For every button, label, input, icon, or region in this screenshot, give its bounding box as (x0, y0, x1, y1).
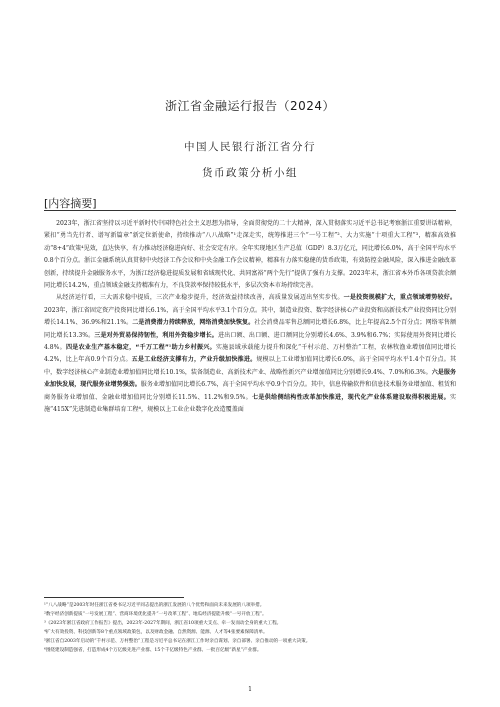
summary-body (44, 218, 456, 590)
para2-segment: 实施县域承载能力提升和深化“千村示范、万村整治”工程，农林牧渔业增加值同比增长4.2%，比上年高0.9个百分点。 (44, 344, 456, 364)
report-title: 浙江省金融运行报告（2024） (164, 99, 336, 113)
footnote-item: ²数字经济创新提质“一号发展工程”、营商环境优化提升“一号改革工程”、地瓜经济提能升级“一号开放工程”。 (44, 612, 267, 618)
para1-segment: ⁴ (81, 244, 84, 252)
para2-segment: 六是服务业加快发展，现代服务业增势强劲。 (44, 368, 456, 389)
para2-segment: ，规模以上工业企业数字化改造覆盖面 (141, 406, 244, 414)
footnote-item: ¹“八八战略”是2003年时任浙江省委书记习近平同志提出的浙江发展的八个优势和面向未来发展的八项举措。 (44, 603, 265, 608)
footnote-item: ⁴扩大有效投资、科技创新等8个重点领域政策包，以及财政金融、自然资源、能源、人才等4张要素保障清单。 (44, 630, 268, 636)
para2-segment: 社会消费品零售总额同比增长6.8%，比上年提高2.5个百分点；网络零售额同比增长13.3%。 (44, 319, 456, 339)
para2-segment: 进出口额、出口额、进口额同比分别增长4.6%、3.9%和6.7%；实际使用外资同比增长4.8%。 (44, 331, 456, 352)
para2-segment: ⁵ (168, 344, 172, 352)
footnote-divider (44, 597, 184, 598)
para2-segment: 实施“415X”先进制造业集群培育工程 (44, 393, 456, 414)
para2-segment: 七是供给侧结构性改革加快推进，现代化产业体系建设取得积极进展。 (252, 393, 450, 401)
para1-segment: ¹ (233, 232, 237, 240)
summary-paragraph-2 (44, 292, 456, 416)
para2-segment: 助力乡村振兴。 (171, 344, 216, 352)
para2-segment: 三是对外贸易保持韧性，利用外资稳步增长。 (94, 331, 218, 339)
para2-segment: 五是工业经济支撑有力，产业升级加快推进。 (131, 356, 257, 364)
para1-segment: 2023年，浙江省坚持以习近平新时代中国特色社会主义思想为指导，全面贯彻党的二十大精神，深入贯彻落实习近平总书记考察浙江重要讲话精神，紧扣“勇当先行者、谱写新篇章”新定位新使命，持续推动“八八战略” (44, 220, 456, 240)
footnotes (44, 601, 456, 656)
section-divider (44, 210, 456, 211)
para2-segment: 一是投资规模扩大，重点领域增势较好。 (343, 294, 456, 302)
section-heading: [内容摘要] (44, 197, 97, 210)
para2-segment: 规模以上工业增加值同比增长6.0%，高于全国平均水平1.4个百分点。其中，数字经济核心产业制造业增加值同比增长10.1%，装备制造业、高新技术产业、战略性新兴产业增加值同比分别增长9.4%、7.0%和6.3%。 (44, 356, 456, 376)
page-number: 1 (248, 686, 252, 693)
footnote-item: ⁶围绕建设制造强省，打造形成4个万亿级先进产业群、15个千亿级特色产业群、一批百亿级“新星”产业群。 (44, 648, 262, 654)
footnote-item: ³《2023年浙江省政府工作报告》提出，2023年-2027年期间，浙江省10项重大支点、牵一发而动全身的重大工程。 (44, 621, 282, 627)
para2-segment: 二是消费潜力持续释放，网络消费加快恢复。 (132, 319, 255, 327)
para1-segment: 、大力实施“十项重大工程” (339, 232, 416, 240)
para2-segment: ⁶ (138, 406, 142, 414)
para2-segment: 四是农业生产基本稳定，“千万工程” (65, 344, 169, 352)
author-group: 货币政策分析小组 (202, 167, 298, 179)
para1-segment: 走深走实，统筹推进三个“一号工程” (236, 232, 338, 240)
summary-paragraph-1 (44, 218, 456, 292)
para1-segment: 见效，直达快享，有力推动经济稳进向好、社会安定有序。全年实现地区生产总值（GDP）8.3万亿元，同比增长6.0%，高于全国平均水平0.8个百分点。浙江金融系统认真贯彻中央经济工作会议和中央金融工作会议精神，精准有力落实稳健的货币政策，有效防控金融风险，深入推进金融改革创新，持续提升金融服务水平，为浙江经济稳进提质发展和省域现代化、共同富裕“两个先行”提供了强有力支撑。2023年末，浙江省本外币各项贷款余额同比增长14.2%，重点领域金融支持精准有力，不良贷款率保持较低水平，多层次资本市场持续完善。 (44, 244, 456, 290)
para2-segment: 从经济运行看，三大需求稳中提质，三次产业稳步提升，经济效益持续改善，高质量发展迈出坚实步伐。 (56, 294, 344, 302)
para1-segment: ³ (415, 232, 419, 240)
para1-segment: ，精准高效推动“8+4”政策 (44, 232, 456, 252)
footnote-item: ⁵浙江省自2003年启动的“千村示范、万村整治”工程是习近平总书记在浙江工作时亲自谋划、亲自部署、亲自推动的一项重大决策。 (44, 639, 311, 645)
author-organization: 中国人民银行浙江省分行 (184, 141, 316, 153)
para2-segment: 2023年，浙江省固定资产投资同比增长6.1%，高于全国平均水平3.1个百分点。其中，制造业投资、数字经济核心产业投资和高新技术产业投资同比分别增长14.1%、36.9%和21.1%。 (44, 306, 456, 327)
para1-segment: ² (337, 232, 340, 240)
para2-segment: 服务业增加值同比增长6.7%，高于全国平均水平0.9个百分点。其中，信息传输软件和信息技术服务业增加值、租赁和商务服务业增加值、金融业增加值同比分别增长11.5%、11.2%和9.5%。 (44, 381, 456, 401)
